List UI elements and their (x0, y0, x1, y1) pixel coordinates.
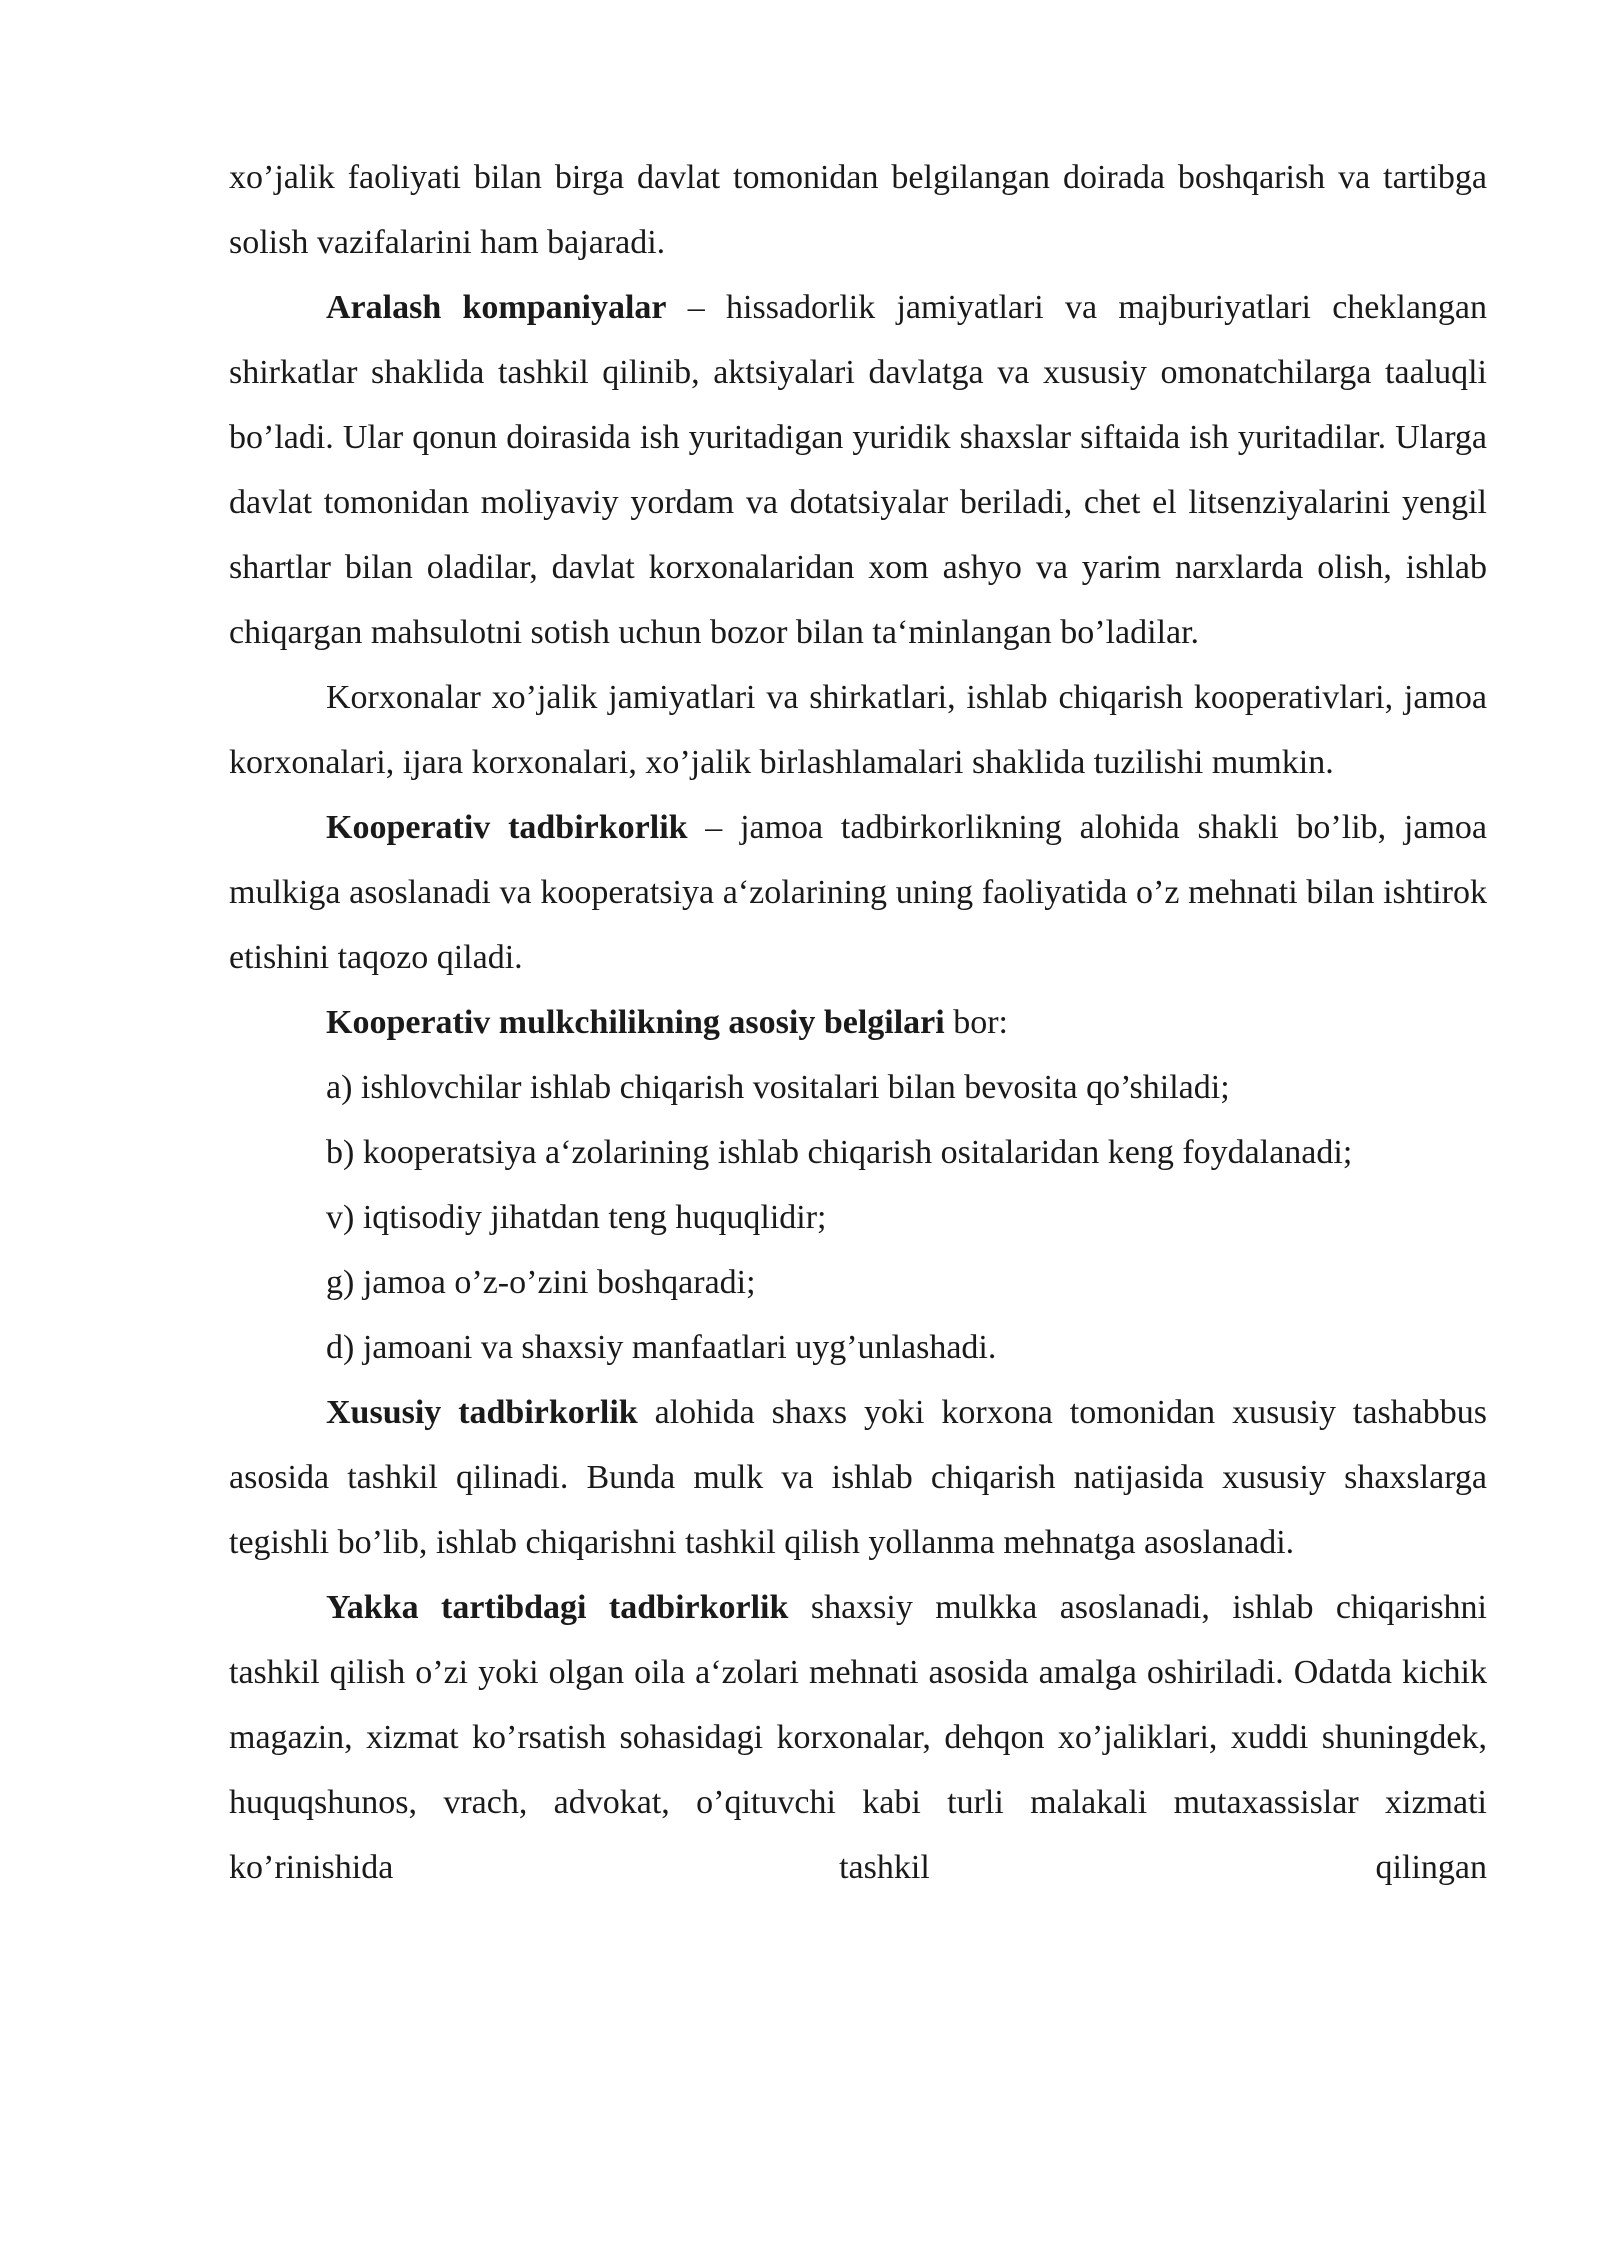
paragraph-text: – jamoa tadbirkorlikning alohida shakli bo’lib, jamoa mulkiga asoslanadi va kooperatsiya a‘zolarining uning faoliyatida o’z mehnati bilan ishtirok etishini taqozo qiladi. (229, 809, 1487, 976)
list-item-d: d) jamoani va shaxsiy manfaatlari uyg’unlashadi. (326, 1329, 997, 1366)
paragraph-text: alohida shaxs yoki korxona tomonidan xususiy tashabbus asosida tashkil qilinadi. Bunda mulk va ishlab chiqarish natijasida xususiy shaxslarga tegishli bo’lib, ishlab chiqarishni tashkil qilish yollanma mehnatga asoslanadi. (229, 1394, 1488, 1561)
paragraph-text: – hissadorlik jamiyatlari va majburiyatlari cheklangan shirkatlar shaklida tashkil qilinib, aktsiyalari davlatga va xususiy omonatchilarga taaluqli bo’ladi. Ular qonun doirasida ish yuritadigan yuridik shaxslar siftaida ish yuritadilar. Ularga davlat tomonidan moliyaviy yordam va dotatsiyalar beriladi, chet el litsenziyalarini yengil shartlar bilan oladilar, davlat korxonalaridan xom ashyo va yarim narxlarda olish, ishlab chiqargan mahsulotni sotish uchun bozor bilan ta‘minlangan bo’ladilar. (229, 289, 1487, 651)
paragraph-kooperativ-tadbirkorlik (229, 795, 1487, 990)
paragraph-korxonalar (229, 665, 1487, 795)
paragraph-text: bor: (944, 1004, 1008, 1041)
paragraph-xususiy-tadbirkorlik (229, 1380, 1487, 1575)
list-item-b: b) kooperatsiya a‘zolarining ishlab chiqarish ositalaridan keng foydalanadi; (326, 1134, 1353, 1171)
paragraph-yakka-tartibdagi-tadbirkorlik (229, 1575, 1487, 1900)
paragraph-kooperativ-mulkchilik (229, 990, 1487, 1055)
list-item-g: g) jamoa o’z-o’zini boshqaradi; (326, 1264, 756, 1301)
term-kooperativ-mulkchilik-belgilari: Kooperativ mulkchilikning asosiy belgilari (326, 1004, 945, 1041)
paragraph-text: xo’jalik faoliyati bilan birga davlat tomonidan belgilangan doirada boshqarish va tartibga solish vazifalarini ham bajaradi. (229, 159, 1487, 261)
list-item-v: v) iqtisodiy jihatdan teng huquqlidir; (326, 1199, 827, 1236)
paragraph-text: shaxsiy mulkka asoslanadi, ishlab chiqarishni tashkil qilish o’zi yoki olgan oila a‘zolari mehnati asosida amalga oshiriladi. Odatda kichik magazin, xizmat ko’rsatish sohasidagi korxonalar, dehqon xo’jaliklari, xuddi shuningdek, huquqshunos, vrach, advokat, o’qituvchi kabi turli malakali mutaxassislar xizmati ko’rinishida tashkil qilingan (229, 1589, 1487, 1886)
paragraph-intro-continuation (229, 145, 1487, 275)
paragraph-aralash-kompaniyalar (229, 275, 1487, 665)
term-yakka-tartibdagi-tadbirkorlik: Yakka tartibdagi tadbirkorlik (326, 1589, 789, 1626)
term-xususiy-tadbirkorlik: Xususiy tadbirkorlik (326, 1394, 638, 1431)
list-item-a: a) ishlovchilar ishlab chiqarish vositalari bilan bevosita qo’shiladi; (326, 1069, 1230, 1106)
term-kooperativ-tadbirkorlik: Kooperativ tadbirkorlik (326, 809, 688, 846)
features-list (229, 1055, 1487, 1380)
term-aralash-kompaniyalar: Aralash kompaniyalar (326, 289, 667, 326)
paragraph-text: Korxonalar xo’jalik jamiyatlari va shirkatlari, ishlab chiqarish kooperativlari, jamoa korxonalari, ijara korxonalari, xo’jalik birlashlamalari shaklida tuzilishi mumkin. (229, 679, 1487, 781)
page-body-text (229, 145, 1487, 1900)
